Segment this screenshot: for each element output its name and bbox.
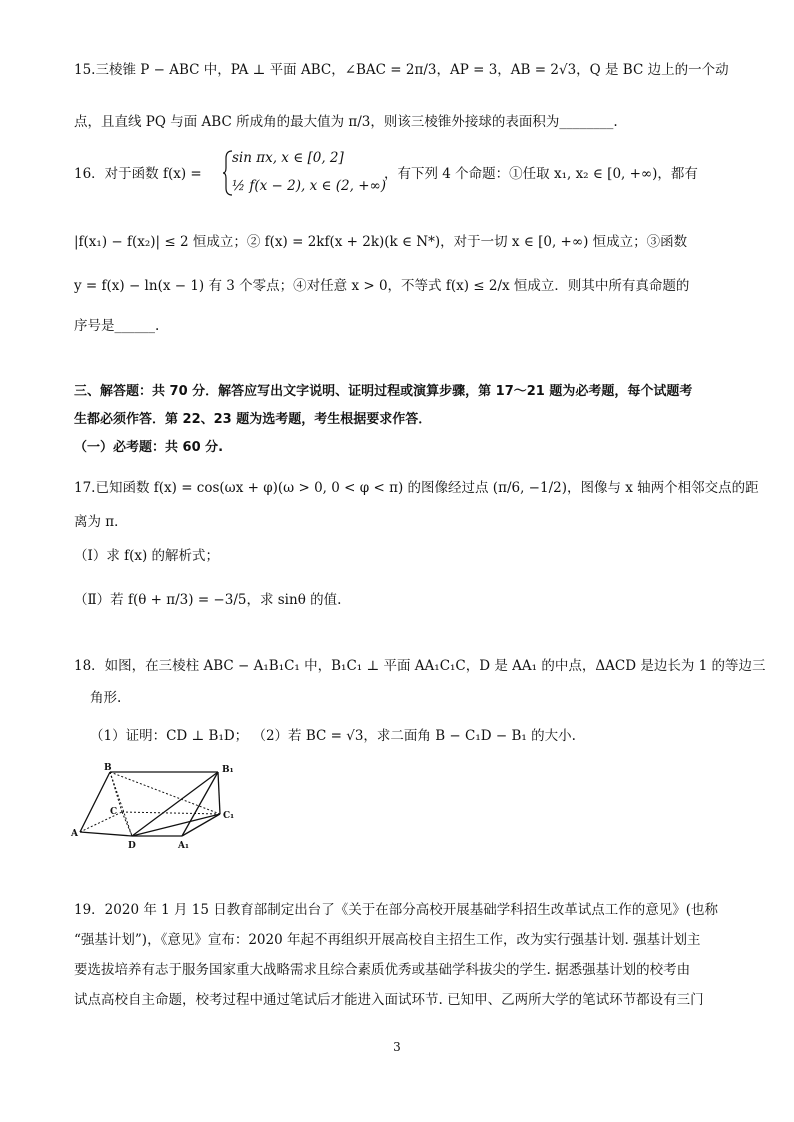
label-A: A xyxy=(71,829,78,839)
q18-line1: 18．如图，在三棱柱 ABC − A₁B₁C₁ 中，B₁C₁ ⊥ 平面 AA₁C₁C，D 是 AA₁ 的中点，ΔACD 是边长为 1 的等边三 xyxy=(74,658,766,674)
q16-case2: ½ f(x − 2), x ∈ (2, +∞) xyxy=(232,178,387,194)
page-number: 3 xyxy=(393,1040,401,1054)
section3-line2: 生都必须作答．第 22、23 题为选考题，考生根据要求作答． xyxy=(74,412,432,427)
q19-line3: 要选拔培养有志于服务国家重大战略需求且综合素质优秀或基础学科拔尖的学生. 据悉强基计划的校考由 xyxy=(74,962,691,978)
q16-line4: 序号是______. xyxy=(74,318,160,334)
label-B: B xyxy=(104,763,112,773)
q17-part1: （Ⅰ）求 f(x) 的解析式； xyxy=(74,548,220,564)
label-C: C xyxy=(110,807,118,817)
label-A1: A₁ xyxy=(178,841,189,851)
q17-line1: 17.已知函数 f(x) = cos(ωx + φ)(ω > 0, 0 < φ < π) 的图像经过点 (π/6, −1/2)，图像与 x 轴两个相邻交点的距 xyxy=(74,480,759,496)
label-D: D xyxy=(128,841,136,851)
q17-line2: 离为 π． xyxy=(74,514,128,530)
q16-tail: ，有下列 4 个命题：①任取 x₁, x₂ ∈ [0, +∞)，都有 xyxy=(384,166,698,182)
section3-line1: 三、解答题：共 70 分．解答应写出文字说明、证明过程或演算步骤，第 17～21 题为必考题，每个试题考 xyxy=(74,384,693,399)
q16-line2: |f(x₁) − f(x₂)| ≤ 2 恒成立；② f(x) = 2kf(x + 2k)(k ∈ N*)，对于一切 x ∈ [0, +∞) 恒成立；③函数 xyxy=(74,234,688,250)
q16-case1: sin πx, x ∈ [0, 2] xyxy=(232,150,344,166)
q15-line2: 点，且直线 PQ 与面 ABC 所成角的最大值为 π/3，则该三棱锥外接球的表面积为________. xyxy=(74,114,618,130)
q19-line1: 19．2020 年 1 月 15 日教育部制定出台了《关于在部分高校开展基础学科招生改革试点工作的意见》(也称 xyxy=(74,902,719,918)
prism-figure xyxy=(70,762,250,854)
q18-parts: （1）证明：CD ⊥ B₁D； （2）若 BC = √3，求二面角 B − C₁D − B₁ 的大小. xyxy=(90,728,576,744)
q19-line2: “强基计划”)，《意见》宣布：2020 年起不再组织开展高校自主招生工作，改为实行强基计划. 强基计划主 xyxy=(74,932,701,948)
q17-part2: （Ⅱ）若 f(θ + π/3) = −3/5，求 sinθ 的值. xyxy=(74,592,342,608)
label-C1: C₁ xyxy=(223,811,235,821)
q16-intro: 16．对于函数 f(x) = xyxy=(74,166,202,182)
label-B1: B₁ xyxy=(222,765,234,775)
q19-line4: 试点高校自主命题，校考过程中通过笔试后才能进入面试环节. 已知甲、乙两所大学的笔试环节都设有三门 xyxy=(74,992,704,1008)
q18-line2: 角形. xyxy=(90,690,122,706)
q16-line3: y = f(x) − ln(x − 1) 有 3 个零点；④对任意 x > 0，不等式 f(x) ≤ 2/x 恒成立．则其中所有真命题的 xyxy=(74,278,690,294)
section3-subheading: （一）必考题：共 60 分. xyxy=(74,440,224,455)
q15-line1: 15.三棱锥 P − ABC 中，PA ⊥ 平面 ABC，∠BAC = 2π/3，AP = 3，AB = 2√3，Q 是 BC 边上的一个动 xyxy=(74,62,729,78)
